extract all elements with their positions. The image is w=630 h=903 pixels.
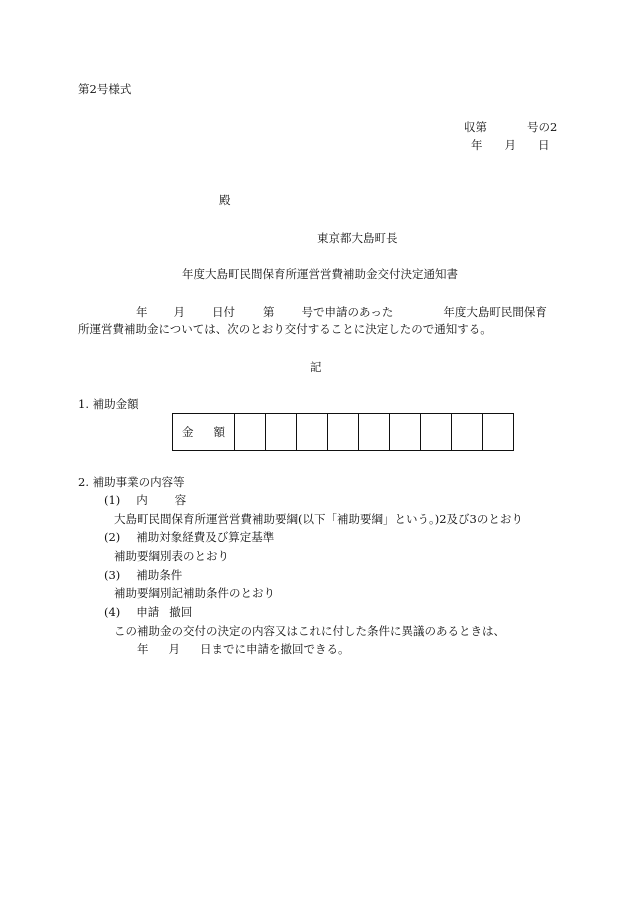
amount-digit-box[interactable] — [297, 414, 328, 451]
withdraw-deadline — [137, 642, 350, 656]
item-4-heading — [104, 605, 192, 619]
item-number: (2) — [104, 530, 121, 544]
receipt-prefix: 収第 — [464, 120, 487, 134]
item-heading-part: 補助条件 — [136, 568, 183, 582]
body-number-suffix: 号で申請のあった — [301, 305, 394, 319]
issuer-name: 東京都大島町長 — [317, 231, 398, 245]
item-3-text: 補助要綱別記補助条件のとおり — [114, 586, 275, 600]
body-number-prefix: 第 — [263, 305, 275, 319]
amount-label-cell — [173, 414, 235, 451]
deadline-month: 月 — [168, 642, 180, 656]
body-line-2: 所運営費補助金については、次のとおり交付することに決定したので通知する。 — [78, 322, 492, 336]
item-2-text: 補助要綱別表のとおり — [114, 549, 229, 563]
item-1-heading — [104, 493, 186, 507]
item-heading-part: 内 — [136, 493, 148, 507]
section-1-label: 1. 補助金額 — [78, 397, 139, 411]
amount-label-gaku: 額 — [213, 425, 225, 439]
item-2-heading — [104, 530, 274, 544]
amount-digit-box[interactable] — [483, 414, 514, 451]
amount-digit-box[interactable] — [328, 414, 359, 451]
amount-digit-box[interactable] — [266, 414, 297, 451]
receipt-suffix: 号の2 — [527, 120, 558, 134]
body-date-month: 月 — [173, 305, 185, 319]
item-heading-part: 容 — [174, 493, 187, 507]
amount-label-kin: 金 — [182, 425, 194, 439]
item-heading-part: 申請 — [136, 605, 160, 619]
ki-heading: 記 — [310, 360, 322, 374]
amount-digit-box[interactable] — [359, 414, 390, 451]
deadline-year: 年 — [137, 642, 149, 656]
section-2-label: 2. 補助事業の内容等 — [78, 475, 185, 489]
item-heading-part: 撤回 — [169, 605, 193, 619]
body-program-name: 年度大島町民間保育 — [443, 305, 547, 319]
form-number: 第2号様式 — [78, 82, 132, 96]
issue-month: 月 — [504, 138, 516, 152]
item-number: (3) — [104, 568, 121, 582]
body-date-year: 年 — [136, 305, 148, 319]
item-1-text: 大島町民間保育所運営営費補助要綱(以下「補助要綱」という。)2及び3のとおり — [114, 512, 523, 526]
item-heading-part: 補助対象経費及び算定基準 — [136, 530, 275, 544]
deadline-tail: 日までに申請を撤回できる。 — [200, 642, 350, 656]
document-title: 年度大島町民間保育所運営営費補助金交付決定通知書 — [182, 267, 458, 281]
issue-day: 日 — [538, 138, 550, 152]
addressee-suffix: 殿 — [219, 193, 231, 207]
item-3-heading — [104, 568, 182, 582]
body-line-1 — [136, 305, 547, 319]
amount-digit-box[interactable] — [235, 414, 266, 451]
issue-date — [471, 138, 550, 152]
body-date-day: 日付 — [212, 305, 235, 319]
item-4-text: この補助金の交付の決定の内容又はこれに付した条件に異議のあるときは、 — [114, 624, 505, 638]
amount-digit-box[interactable] — [390, 414, 421, 451]
issue-year: 年 — [471, 138, 483, 152]
item-number: (1) — [104, 493, 121, 507]
amount-digit-box[interactable] — [421, 414, 452, 451]
amount-digit-box[interactable] — [452, 414, 483, 451]
amount-table — [172, 413, 514, 451]
receipt-number — [464, 120, 557, 134]
item-number: (4) — [104, 605, 121, 619]
